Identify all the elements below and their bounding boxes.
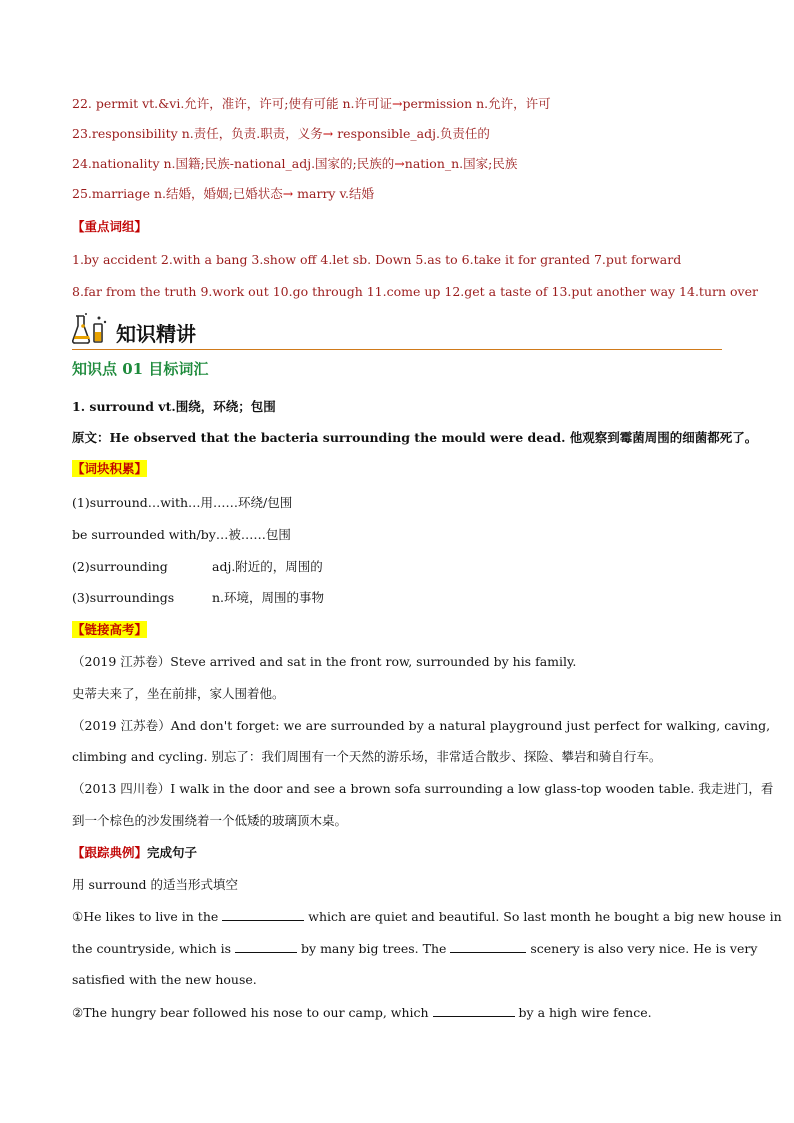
question-text: the countryside, which is <box>72 941 232 956</box>
practice-q1-line-2 <box>72 942 757 956</box>
accumulation-item-2 <box>72 529 291 542</box>
section-header <box>72 312 722 350</box>
answer-blank-2[interactable] <box>235 942 297 953</box>
vocab-text: nationality n.国籍;民族-national_adj.国家的;民族的 <box>91 156 395 171</box>
answer-blank-1[interactable] <box>222 910 304 921</box>
accumulation-item-word: (3)surroundings <box>72 590 175 605</box>
practice-q1-line-1 <box>72 910 782 924</box>
accumulation-label: 【词块积累】 <box>72 461 148 476</box>
section-header-title: 知识精讲 <box>116 322 196 346</box>
question-text: ②The hungry bear followed his nose to our camp, which <box>72 1005 429 1020</box>
gaokao-example-3-line-1: （2013 四川卷）I walk in the door and see a brown sofa surrounding a low glass-top wooden table. 我走进门，看 <box>72 781 774 796</box>
question-text: by a high wire fence. <box>518 1005 652 1020</box>
gaokao-example-2-line-2: climbing and cycling. 别忘了：我们周围有一个天然的游乐场，非常适合散步、探险、攀岩和骑自行车。 <box>72 749 662 764</box>
accumulation-item-text: be surrounded with/by…被……包围 <box>72 527 291 542</box>
vocab-item-25 <box>72 188 374 201</box>
vocab-number: 24. <box>72 156 92 171</box>
practice-label-after: 完成句子 <box>147 845 198 860</box>
practice-q1-line-3: satisfied with the new house. <box>72 972 257 987</box>
vocab-derived: marry v.结婚 <box>293 186 375 201</box>
practice-q2-line-1 <box>72 1006 652 1020</box>
knowledge-point-title: 知识点 01 目标词汇 <box>72 360 209 378</box>
accumulation-label-wrap <box>72 463 147 476</box>
flask-beaker-icon <box>72 312 112 346</box>
vocab-derived: responsible_adj.负责任的 <box>333 126 490 141</box>
word-heading: 1. surround vt.围绕，环绕；包围 <box>72 399 276 414</box>
accumulation-item-meaning: n.环境，周围的事物 <box>212 590 325 605</box>
original-label: 原文： <box>72 430 110 445</box>
vocab-item-22 <box>72 98 551 111</box>
header-divider <box>72 349 722 350</box>
arrow-icon: → <box>322 126 334 141</box>
answer-blank-4[interactable] <box>433 1006 515 1017</box>
answer-blank-3[interactable] <box>450 942 526 953</box>
practice-instruction: 用 surround 的适当形式填空 <box>72 877 238 892</box>
gaokao-example-3-line-2: 到一个棕色的沙发围绕着一个低矮的玻璃顶木桌。 <box>72 813 348 828</box>
gaokao-example-1-en: （2019 江苏卷）Steve arrived and sat in the front row, surrounded by his family. <box>72 654 577 669</box>
question-text: which are quiet and beautiful. So last month he bought a big new house in <box>308 909 782 924</box>
question-text: ①He likes to live in the <box>72 909 219 924</box>
vocab-number: 22. <box>72 96 92 111</box>
gaokao-example-1-zh: 史蒂夫来了，坐在前排，家人围着他。 <box>72 686 285 701</box>
vocab-text: marriage n.结婚，婚姻;已婚状态 <box>91 186 283 201</box>
vocab-derived: permission n.允许，许可 <box>402 96 551 111</box>
accumulation-item-text: (1)surround…with…用……环绕/包围 <box>72 495 293 510</box>
accumulation-item-3 <box>72 561 323 574</box>
practice-label: 【跟踪典例】 <box>72 845 148 860</box>
arrow-icon: → <box>392 96 403 111</box>
vocab-derived: nation_n.国家;民族 <box>404 156 518 171</box>
gaokao-label-wrap <box>72 624 147 637</box>
accumulation-item-4 <box>72 592 324 605</box>
phrase-line-2: 8.far from the truth 9.work out 10.go through 11.come up 12.get a taste of 13.put another way 14.turn over <box>72 284 758 299</box>
vocab-item-23 <box>72 128 490 141</box>
accumulation-item-1 <box>72 497 292 510</box>
vocab-number: 25. <box>72 186 92 201</box>
vocab-text: responsibility n.责任，负责.职责，义务 <box>91 126 323 141</box>
arrow-icon: → <box>394 156 405 171</box>
question-text: by many big trees. The <box>301 941 447 956</box>
accumulation-item-word: (2)surrounding <box>72 559 168 574</box>
phrase-section-label: 【重点词组】 <box>72 219 148 234</box>
arrow-icon: → <box>282 186 294 201</box>
question-text: scenery is also very nice. He is very <box>530 941 758 956</box>
original-sentence <box>72 432 757 445</box>
original-text: He observed that the bacteria surrounding the mould were dead. 他观察到霉菌周围的细菌都死了。 <box>109 430 758 445</box>
vocab-item-24 <box>72 158 517 171</box>
vocab-text: permit vt.&vi.允许，准许，许可;使有可能 n.许可证 <box>91 96 393 111</box>
practice-heading <box>72 847 197 860</box>
accumulation-item-meaning: adj.附近的，周围的 <box>212 559 323 574</box>
vocab-number: 23. <box>72 126 92 141</box>
gaokao-label: 【链接高考】 <box>72 622 148 637</box>
phrase-line-1: 1.by accident 2.with a bang 3.show off 4.let sb. Down 5.as to 6.take it for granted 7.put forward <box>72 252 682 267</box>
gaokao-example-2-line-1: （2019 江苏卷）And don't forget: we are surrounded by a natural playground just perfect for walking, caving, <box>72 718 771 733</box>
